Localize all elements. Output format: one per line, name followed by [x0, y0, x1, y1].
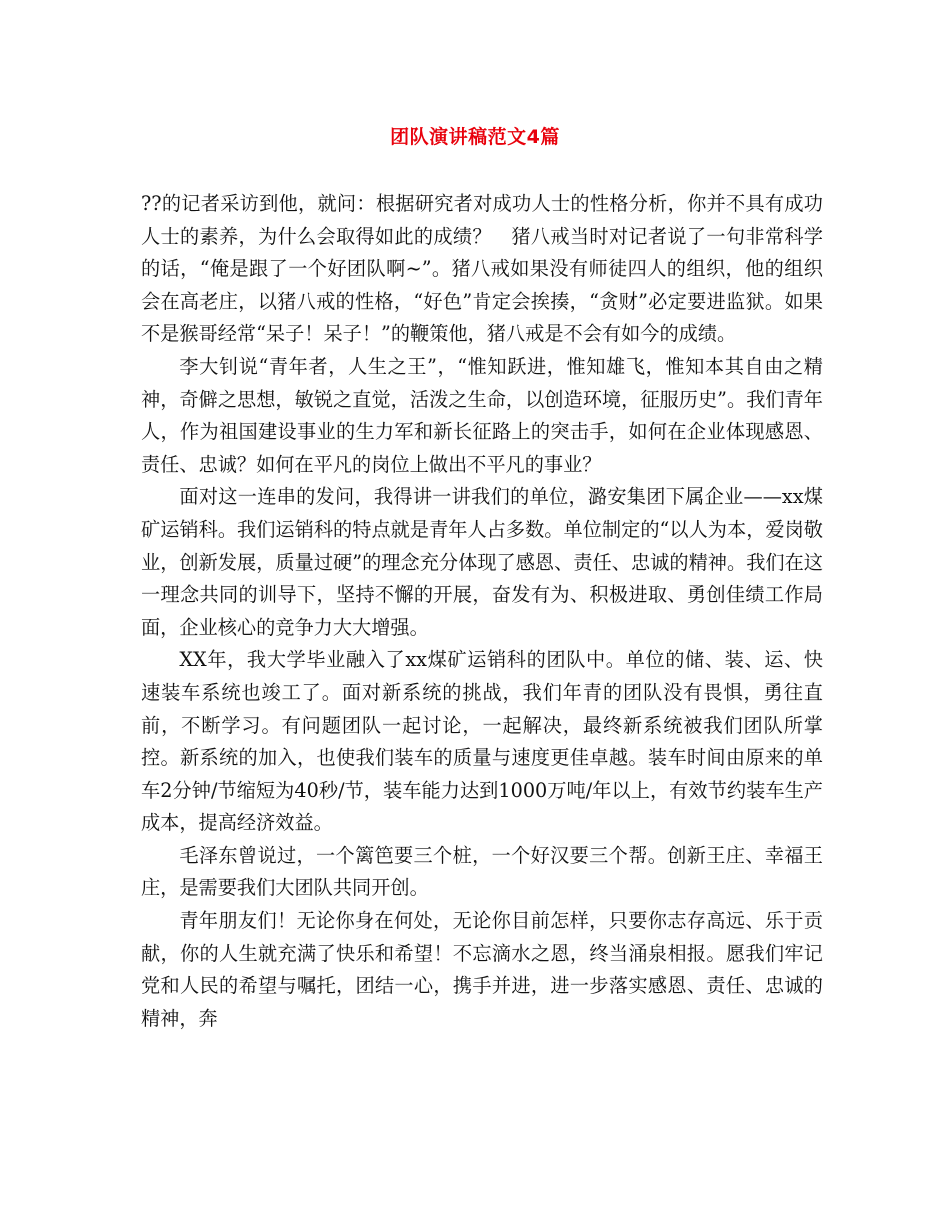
paragraph-6: 青年朋友们！无论你身在何处，无论你目前怎样，只要你志存高远、乐于贡献，你的人生就充满了快乐和希望！不忘滴水之恩，终当涌泉相报。愿我们牢记党和人民的希望与嘱托，团结一心，携手并进，进一步落实感恩、责任、忠诚的精神，奔	[141, 909, 823, 1030]
document-body	[141, 188, 823, 1035]
document-title: 团队演讲稿范文4篇	[390, 126, 560, 148]
paragraph-3: 面对这一连串的发问，我得讲一讲我们的单位，潞安集团下属企业——xx煤矿运销科。我们运销科的特点就是青年人占多数。单位制定的“以人为本，爱岗敬业，创新发展，质量过硬”的理念充分体现了感恩、责任、忠诚的精神。我们在这一理念共同的训导下，坚持不懈的开展，奋发有为、积极进取、勇创佳绩工作局面，企业核心的竞争力大大增强。	[141, 485, 823, 639]
paragraph-1: ??的记者采访到他，就问：根据研究者对成功人士的性格分析，你并不具有成功人士的素养，为什么会取得如此的成绩？ 猪八戒当时对记者说了一句非常科学的话，“俺是跟了一个好团队啊~”。猪八戒如果没有师徒四人的组织，他的组织会在高老庄，以猪八戒的性格，“好色”肯定会挨揍，“贪财”必定要进监狱。如果不是猴哥经常“呆子！呆子！”的鞭策他，猪八戒是不会有如今的成绩。	[141, 192, 823, 346]
paragraph-2: 李大钊说“青年者，人生之王”，“惟知跃进，惟知雄飞，惟知本其自由之精神，奇僻之思想，敏锐之直觉，活泼之生命，以创造环境，征服历史”。我们青年人，作为祖国建设事业的生力军和新长征路上的突击手，如何在企业体现感恩、责任、忠诚？如何在平凡的岗位上做出不平凡的事业？	[141, 354, 823, 476]
paragraph-5: 毛泽东曾说过，一个篱笆要三个桩，一个好汉要三个帮。创新王庄、幸福王庄，是需要我们大团队共同开创。	[141, 843, 823, 900]
paragraph-4: XX年，我大学毕业融入了xx煤矿运销科的团队中。单位的储、装、运、快速装车系统也竣工了。面对新系统的挑战，我们年青的团队没有畏惧，勇往直前，不断学习。有问题团队一起讨论，一起解决，最终新系统被我们团队所掌控。新系统的加入，也使我们装车的质量与速度更佳卓越。装车时间由原来的单车2分钟/节缩短为40秒/节，装车能力达到1000万吨/年以上，有效节约装车生产成本，提高经济效益。	[141, 648, 823, 835]
